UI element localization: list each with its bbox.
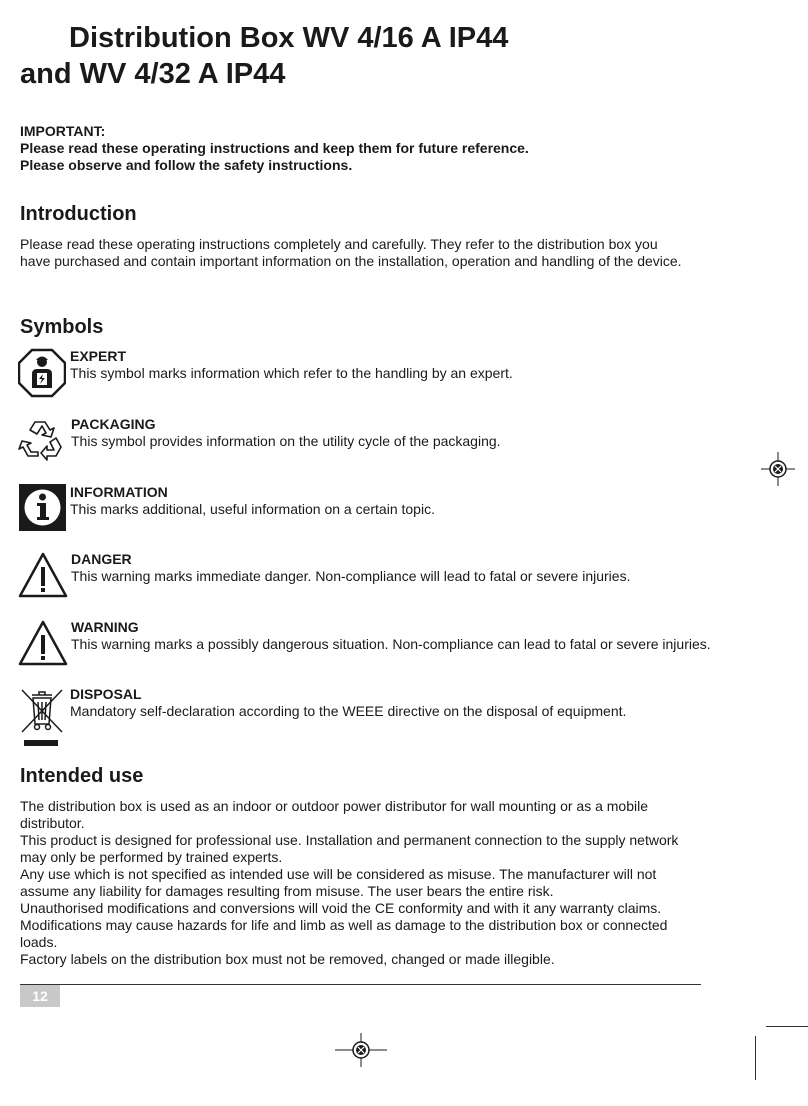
important-line-1: Please read these operating instructions and keep them for future reference. <box>20 140 529 156</box>
symbol-title: WARNING <box>71 619 139 635</box>
intended-use-paragraph: Unauthorised modifications and conversions will void the CE conformity and with it any warranty claims. Modifications may cause hazards for life and limb as well as damage to the distribution box or connected loads. <box>20 900 668 950</box>
symbol-disposal <box>18 686 718 750</box>
symbol-title: INFORMATION <box>70 484 168 500</box>
registration-mark-icon <box>335 1033 387 1067</box>
symbol-expert <box>18 348 718 408</box>
intended-use-paragraph: Factory labels on the distribution box must not be removed, changed or made illegible. <box>20 951 555 967</box>
introduction-paragraph: Please read these operating instructions completely and carefully. They refer to the distribution box you have purchased and contain important information on the installation, operation and handling of the device. <box>20 236 682 269</box>
symbol-danger <box>18 551 718 611</box>
symbol-description: This symbol marks information which refer to the handling by an expert. <box>70 365 513 381</box>
symbol-description: This symbol provides information on the utility cycle of the packaging. <box>71 433 501 449</box>
intended-use-heading: Intended use <box>20 765 144 787</box>
introduction-heading: Introduction <box>20 203 137 225</box>
symbol-description: This warning marks a possibly dangerous situation. Non-compliance can lead to fatal or severe injuries. <box>71 636 711 652</box>
symbol-description: This warning marks immediate danger. Non-compliance will lead to fatal or severe injuries. <box>71 568 631 584</box>
symbol-packaging <box>18 416 718 476</box>
important-notice <box>20 123 529 174</box>
recycle-icon <box>18 416 66 464</box>
symbol-title: DANGER <box>71 551 132 567</box>
symbol-information <box>18 484 718 544</box>
warning-icon <box>18 619 68 667</box>
symbol-title: PACKAGING <box>71 416 156 432</box>
crop-mark <box>755 1036 756 1080</box>
symbol-description: Mandatory self-declaration according to the WEEE directive on the disposal of equipment. <box>70 703 627 719</box>
crop-mark <box>766 1026 808 1027</box>
intended-use-paragraph: The distribution box is used as an indoor or outdoor power distributor for wall mounting or as a mobile distributor. <box>20 798 648 831</box>
intended-use-paragraph: Any use which is not specified as intended use will be considered as misuse. The manufacturer will not assume any liability for damages resulting from misuse. The user bears the entire risk. <box>20 866 657 899</box>
symbols-heading: Symbols <box>20 316 104 338</box>
symbol-title: DISPOSAL <box>70 686 142 702</box>
title-line-1: Distribution Box WV 4/16 A IP44 <box>69 22 509 54</box>
footer-rule <box>20 984 701 985</box>
symbol-description: This marks additional, useful information on a certain topic. <box>70 501 435 517</box>
introduction-text <box>20 236 690 270</box>
important-line-2: Please observe and follow the safety instructions. <box>20 157 353 173</box>
expert-icon <box>18 348 66 398</box>
important-label: IMPORTANT: <box>20 123 106 139</box>
title-line-2: and WV 4/32 A IP44 <box>20 58 286 90</box>
symbol-title: EXPERT <box>70 348 127 364</box>
information-icon <box>19 484 67 532</box>
page-title <box>20 20 508 92</box>
page-number: 12 <box>20 985 60 1007</box>
symbol-warning <box>18 619 718 679</box>
registration-mark-icon <box>761 452 795 486</box>
intended-use-text <box>20 798 700 968</box>
weee-bin-icon <box>18 686 68 750</box>
intended-use-paragraph: This product is designed for professional use. Installation and permanent connection to the supply network may only be performed by trained experts. <box>20 832 679 865</box>
danger-icon <box>18 551 68 599</box>
